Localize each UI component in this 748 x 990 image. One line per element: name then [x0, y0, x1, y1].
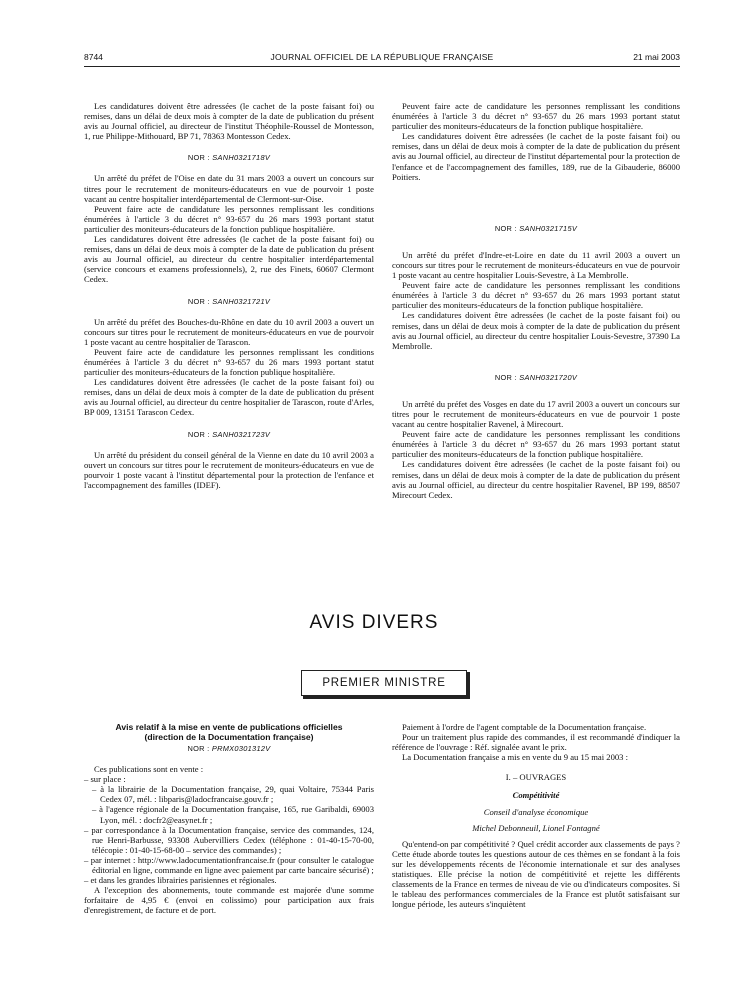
nor-reference: NOR : SANH0321721V [187, 296, 271, 306]
journal-title: JOURNAL OFFICIEL DE LA RÉPUBLIQUE FRANÇAISE [270, 52, 494, 62]
issue-date: 21 mai 2003 [633, 52, 680, 62]
list-item: – à la librairie de la Documentation française, 29, quai Voltaire, 75344 Paris Cedex 07, mél. : libparis@ladocfrancaise.gouv.fr ; [92, 784, 374, 805]
left-column [84, 101, 374, 490]
ministry-box: PREMIER MINISTRE [301, 670, 467, 696]
paragraph: Un arrêté du préfet de l'Oise en date du 31 mars 2003 a ouvert un concours sur titres pour le recrutement de moniteurs-éducateurs en vue de pourvoir 1 poste vacant au centre hospitalier interdépartemental de Clermont-sur-Oise. [84, 173, 374, 204]
avis-title: Avis relatif à la mise en vente de publications officielles (direction de la Documentation française) [115, 722, 343, 742]
list-item: – et dans les grandes librairies parisiennes et régionales. [84, 875, 277, 886]
paragraph: A l'exception des abonnements, toute commande est majorée d'une somme forfaitaire de 4,95 € (envoi en colissimo) pour participation aux frais d'enregistrement, de facture et de port. [84, 885, 374, 916]
avis-right-column [392, 722, 680, 909]
list-item: – par internet : http://www.ladocumentationfrancaise.fr (pour consulter le catalogue éditorial en ligne, commande en ligne avec paiement par carte bancaire sécurisé) ; [84, 854, 374, 876]
paragraph: Les candidatures doivent être adressées (le cachet de la poste faisant foi) ou remises, dans un délai de deux mois à compter de la date de publication du présent avis au Journal officiel, au directeur du centre hospitalier Louis-Sevestre, 37390 La Membrolle. [392, 310, 680, 351]
paragraph: Les candidatures doivent être adressées (le cachet de la poste faisant foi) ou remises, dans un délai de deux mois à compter de la date de publication du présent avis au Journal officiel, au directeur du centre hospitalier de Tarascon, route d'Arles, BP 009, 13151 Tarascon Cedex. [84, 377, 374, 418]
paragraph: Ces publications sont en vente : [94, 764, 204, 775]
category-heading: Compétitivité [512, 790, 560, 801]
paragraph: Les candidatures doivent être adressées (le cachet de la poste faisant foi) ou remises, dans un délai de deux mois à compter de la date de publication du présent avis au Journal officiel, au directeur de l'institut départemental pour la protection de l'enfance et de l'accompagnement des familles, 189, rue de la Gibauderie, 86000 Poitiers. [392, 131, 680, 182]
section-heading: I. – OUVRAGES [505, 772, 567, 783]
header-rule [84, 66, 680, 67]
page-number: 8744 [84, 52, 103, 62]
paragraph: Qu'entend-on par compétitivité ? Quel crédit accorder aux classements de pays ? Cette étude aborde toutes les questions autour de ces thèmes en se fondant à la fois sur les développements récents de l'économie internationale et sur des analyses statistiques. Elle précise la notion de compétitivité et rejette les différents classements de la France en termes de niveau de vie ou d'indicateurs composites. Si le tableau des performances commerciales de la France est plutôt satisfaisant sur longue période, les auteurs s'inquiètent [392, 838, 680, 910]
paragraph: Peuvent faire acte de candidature les personnes remplissant les conditions énumérées à l'article 3 du décret n° 93-657 du 26 mars 1993 portant statut particulier des moniteurs-éducateurs de la fonction publique hospitalière. [392, 280, 680, 311]
paragraph: Les candidatures doivent être adressées (le cachet de la poste faisant foi) ou remises, dans un délai de deux mois à compter de la date de publication du présent avis au Journal officiel, au directeur du centre hospitalier interdépartemental (service concours et examens professionnels), 2, rue des Finets, 60607 Clermont Cedex. [84, 234, 374, 285]
nor-reference: NOR : PRMX0301312V [187, 744, 271, 753]
nor-reference: NOR : SANH0321723V [187, 429, 271, 439]
paragraph: Peuvent faire acte de candidature les personnes remplissant les conditions énumérées à l'article 3 du décret n° 93-657 du 26 mars 1993 portant statut particulier des moniteurs-éducateurs de la fonction publique hospitalière. [84, 346, 374, 378]
paragraph: Les candidatures doivent être adressées (le cachet de la poste faisant foi) ou remises, dans un délai de deux mois à compter de la date de publication du présent avis au Journal officiel, au directeur de l'institut Théophile-Roussel de Montesson, 1, rue Philippe-Mithouard, BP 71, 78363 Montesson Cedex. [84, 101, 374, 142]
paragraph: La Documentation française a mis en vente du 9 au 15 mai 2003 : [402, 752, 628, 763]
list-item: – sur place : [84, 774, 126, 785]
right-column [392, 101, 680, 500]
avis-left-column [84, 722, 374, 916]
paragraph: Un arrêté du préfet des Vosges en date du 17 avril 2003 a ouvert un concours sur titres pour le recrutement de moniteurs-éducateurs en vue de pourvoir 1 poste vacant au centre hospitalier Ravenel, à Mirecourt. [392, 398, 680, 430]
paragraph: Pour un traitement plus rapide des commandes, il est recommandé d'indiquer la référence de l'ouvrage : Réf. signalée avant le prix. [392, 732, 680, 753]
paragraph: Peuvent faire acte de candidature les personnes remplissant les conditions énumérées à l'article 3 du décret n° 93-657 du 26 mars 1993 portant statut particulier des moniteurs-éducateurs de la fonction publique hospitalière. [84, 203, 374, 234]
author-org: Conseil d'analyse économique [483, 806, 589, 817]
section-title: AVIS DIVERS [309, 612, 439, 633]
paragraph: Un arrêté du président du conseil général de la Vienne en date du 10 avril 2003 a ouvert un concours sur titres pour le recrutement de moniteurs-éducateurs en vue de pourvoir 1 poste vacant à l'institut départemental pour la protection de l'enfance et l'accompagnement des familles (IDEF). [84, 449, 374, 490]
list-item: – à l'agence régionale de la Documentation française, 165, rue Garibaldi, 69003 Lyon, mél. : docfr2@easynet.fr ; [92, 804, 374, 825]
paragraph: Peuvent faire acte de candidature les personnes remplissant les conditions énumérées à l'article 3 du décret n° 93-657 du 26 mars 1993 portant statut particulier des moniteurs-éducateurs de la fonction publique hospitalière. [392, 429, 680, 460]
page-header [84, 52, 680, 64]
paragraph: Un arrêté du préfet d'Indre-et-Loire en date du 11 avril 2003 a ouvert un concours sur titres pour le recrutement de moniteurs-éducateurs en vue de pourvoir 1 poste vacant au centre hospitalier Louis-Sevestre, à La Membrolle. [392, 249, 680, 281]
paragraph: Les candidatures doivent être adressées (le cachet de la poste faisant foi) ou remises, dans un délai de deux mois à compter de la date de publication du présent avis au Journal officiel, au directeur du centre hospitalier Ravenel, BP 199, 88507 Mirecourt Cedex. [392, 459, 680, 500]
nor-reference: NOR : SANH0321718V [187, 153, 271, 163]
paragraph: Paiement à l'ordre de l'agent comptable de la Documentation française. [402, 722, 647, 732]
authors: Michel Debonneuil, Lionel Fontagné [472, 822, 600, 833]
nor-reference: NOR : SANH0321715V [494, 223, 578, 233]
list-item: – par correspondance à la Documentation française, service des commandes, 124, rue Henri-Barbusse, 93308 Aubervilliers Cedex (téléphone : 01-40-15-70-00, télécopie : 01-40-15-68-00 – service des commandes) ; [84, 824, 374, 855]
paragraph: Peuvent faire acte de candidature les personnes remplissant les conditions énumérées à l'article 3 du décret n° 93-657 du 26 mars 1993 portant statut particulier des moniteurs-éducateurs de la fonction publique hospitalière. [392, 101, 680, 132]
nor-reference: NOR : SANH0321720V [494, 372, 578, 382]
paragraph: Un arrêté du préfet des Bouches-du-Rhône en date du 10 avril 2003 a ouvert un concours sur titres pour le recrutement de moniteurs-éducateurs en vue de pourvoir 1 poste vacant au centre hospitalier de Tarascon. [84, 316, 374, 347]
